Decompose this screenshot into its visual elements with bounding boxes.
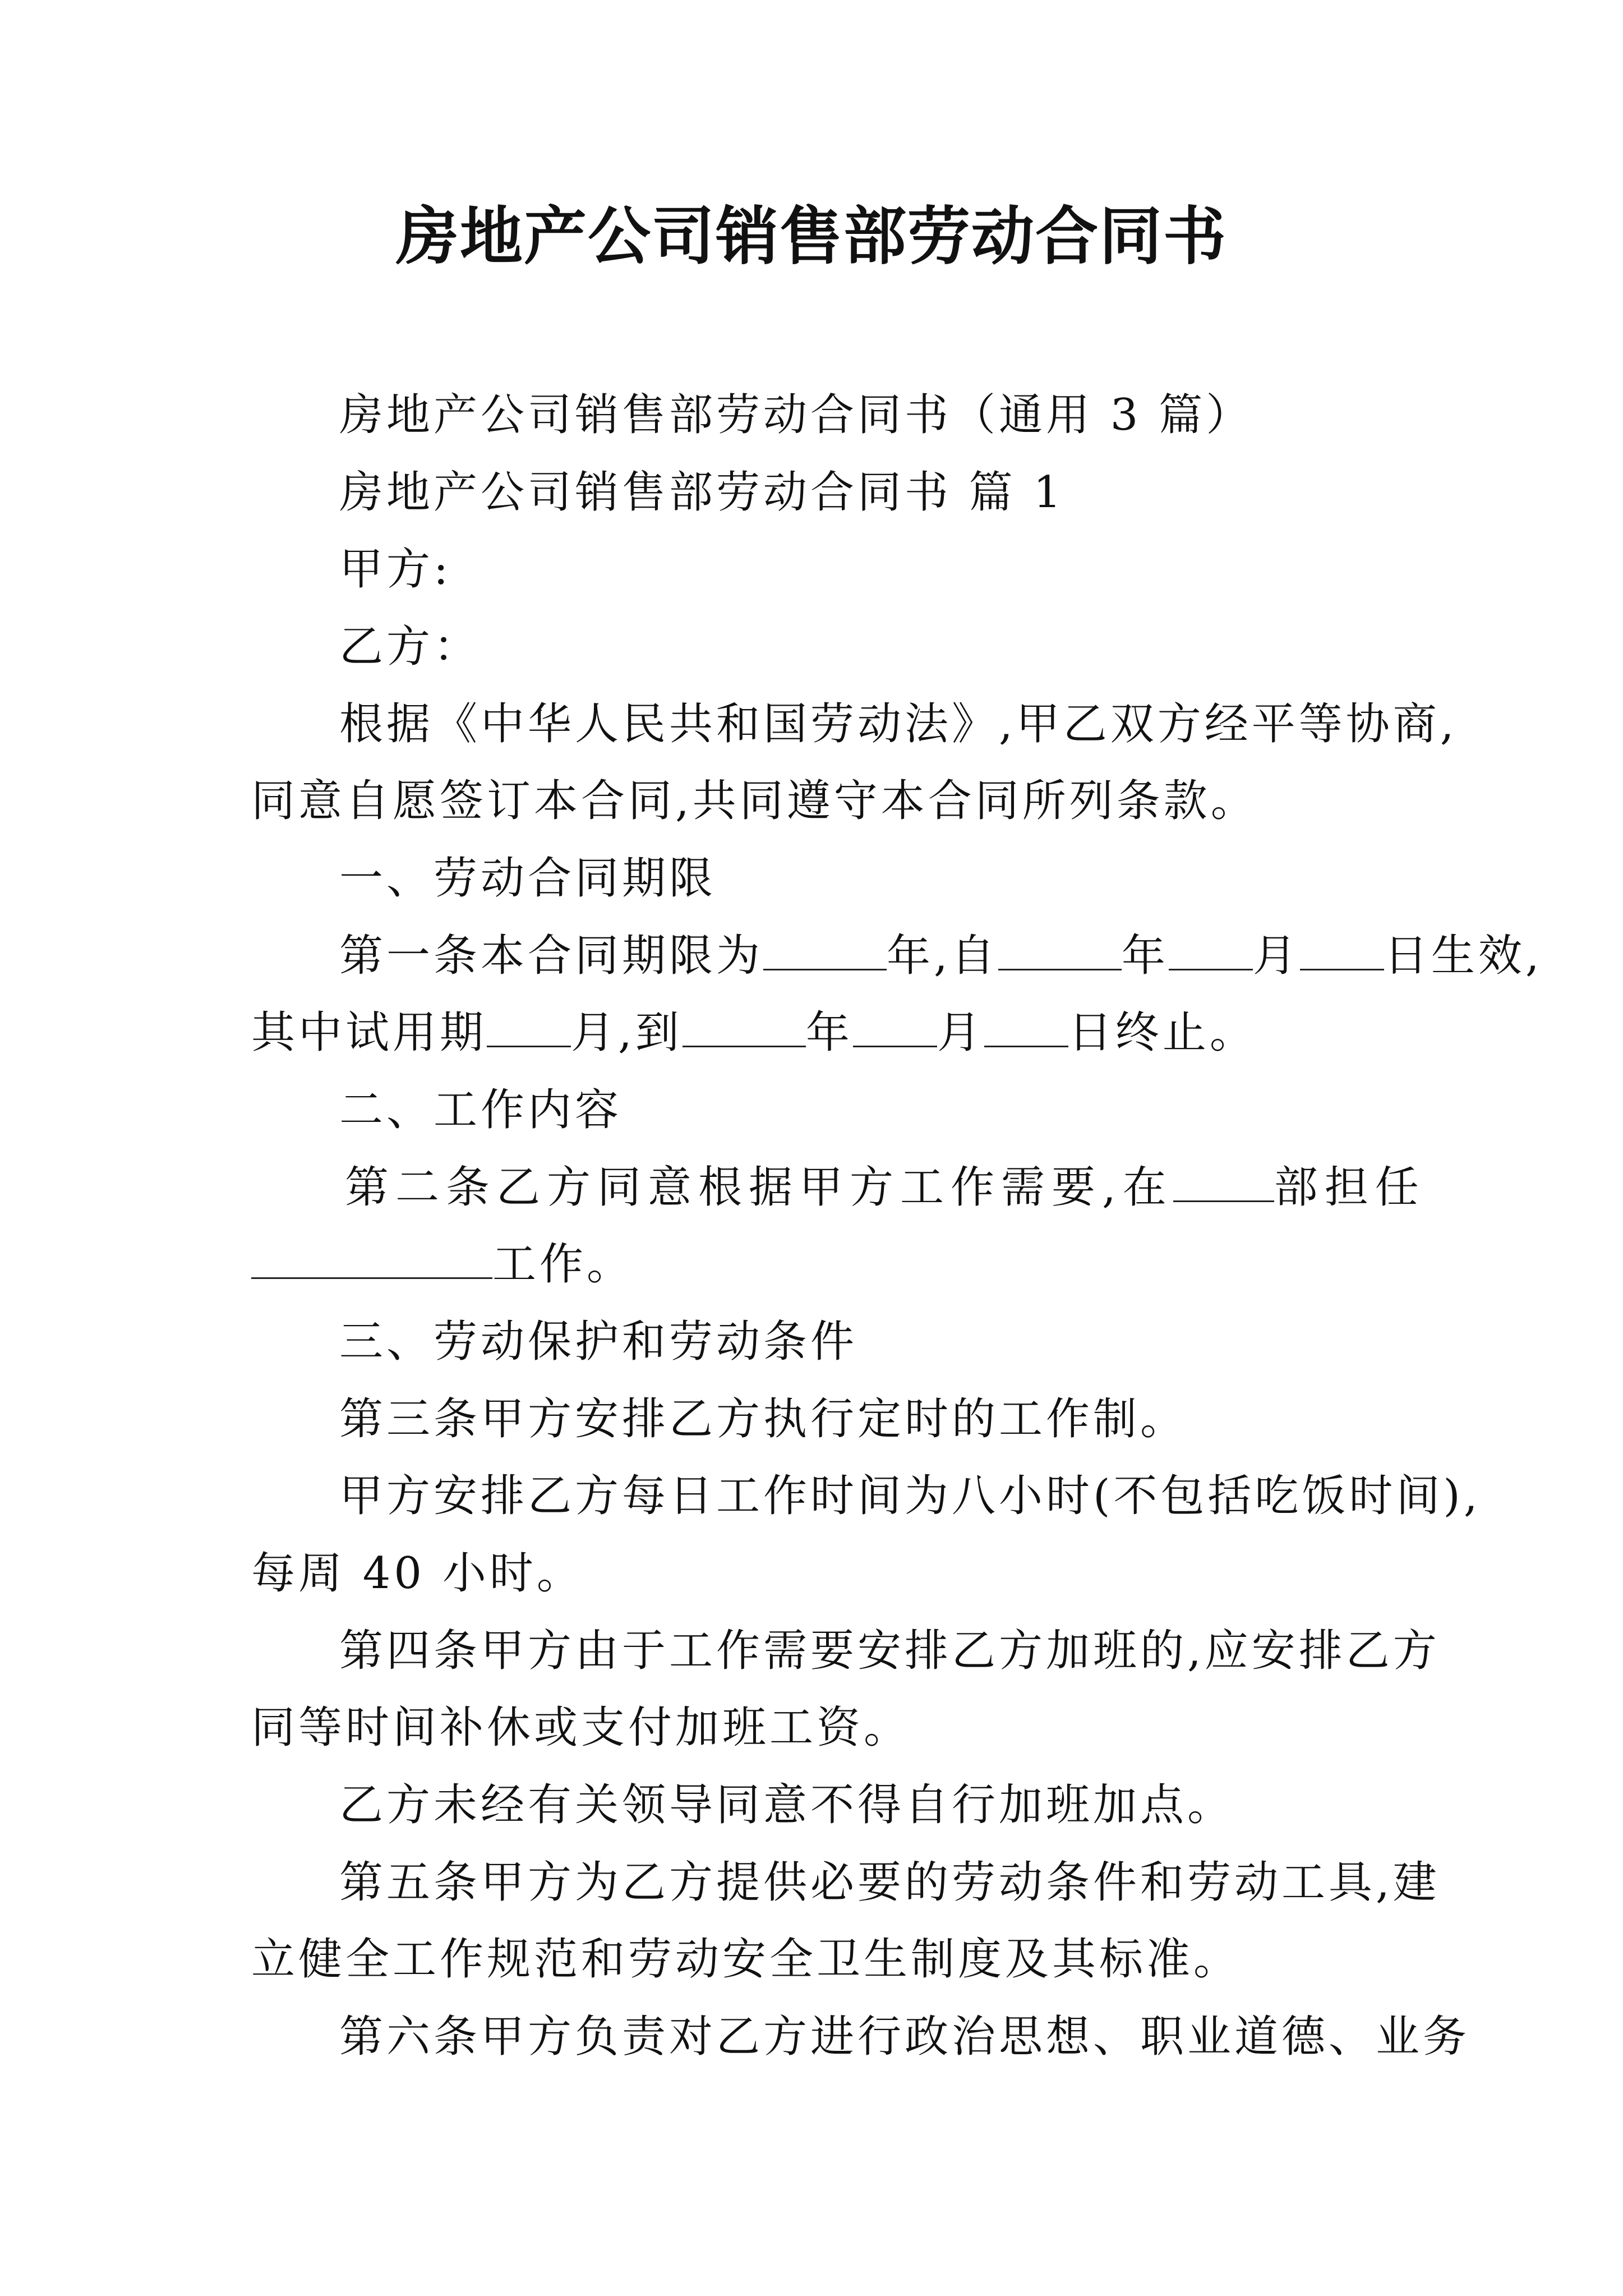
intro-line-2: 同意自愿签订本合同,共同遵守本合同所列条款。 [251,776,1258,826]
blank-department [1173,1161,1274,1202]
blank-years [763,930,887,970]
article-1-line-1 [339,928,1543,984]
party-b-label: 乙方： [339,622,481,672]
article-1-line-2 [251,1005,1257,1061]
overtime-rule: 乙方未经有关领导同意不得自行加班加点。 [339,1780,1235,1830]
article-1-text-d: 月 [1252,931,1300,981]
intro-line-1: 根据《中华人民共和国劳动法》,甲乙双方经平等协商, [339,699,1458,749]
article-1-text-b: 年,自 [887,931,998,981]
article-6-line-1: 第六条甲方负责对乙方进行政治思想、职业道德、业务 [339,2012,1470,2062]
subtitle: 房地产公司销售部劳动合同书（通用 3 篇） [339,390,1253,440]
article-1-text-a: 第一条本合同期限为 [339,931,764,981]
section-heading: 房地产公司销售部劳动合同书 篇 1 [339,467,1065,518]
article-2-text-c: 工作。 [492,1239,634,1290]
blank-end-day [984,1006,1068,1047]
article-1-text-f: 其中试用期 [251,1007,487,1058]
article-1-text-g: 月,到 [571,1007,683,1058]
heading-work-content: 二、工作内容 [339,1085,623,1135]
blank-start-day [1300,930,1384,970]
blank-end-month [853,1006,937,1047]
article-1-text-i: 月 [937,1007,984,1058]
article-1-text-c: 年 [1121,931,1169,981]
party-a-label: 甲方: [339,544,452,595]
heading-labor-protection: 三、劳动保护和劳动条件 [339,1317,858,1367]
article-2-line-2 [251,1236,634,1292]
blank-probation-months [487,1006,571,1047]
blank-start-year [998,930,1122,970]
article-3: 第三条甲方安排乙方执行定时的工作制。 [339,1394,1188,1444]
article-5-line-2: 立健全工作规范和劳动安全卫生制度及其标准。 [251,1934,1241,1985]
hours-line-1: 甲方安排乙方每日工作时间为八小时(不包括吃饭时间), [339,1471,1481,1521]
article-1-text-h: 年 [805,1007,853,1058]
article-1-text-j: 日终止。 [1068,1007,1257,1058]
article-1-text-e: 日生效, [1384,931,1543,981]
heading-term: 一、劳动合同期限 [339,853,717,904]
blank-end-year [683,1006,806,1047]
article-5-line-1: 第五条甲方为乙方提供必要的劳动条件和劳动工具,建 [339,1857,1440,1908]
blank-start-month [1169,930,1253,970]
article-4-line-1: 第四条甲方由于工作需要安排乙方加班的,应安排乙方 [339,1626,1440,1676]
article-2-text-a: 第二条乙方同意根据甲方工作需要,在 [345,1162,1173,1213]
hours-line-2: 每周 40 小时。 [251,1548,584,1599]
article-2-line-1 [345,1159,1426,1216]
document-title: 房地产公司销售部劳动合同书 [396,200,1227,273]
blank-position [251,1238,492,1279]
article-2-text-b: 部担任 [1274,1162,1426,1213]
article-4-line-2: 同等时间补休或支付加班工资。 [251,1703,911,1753]
